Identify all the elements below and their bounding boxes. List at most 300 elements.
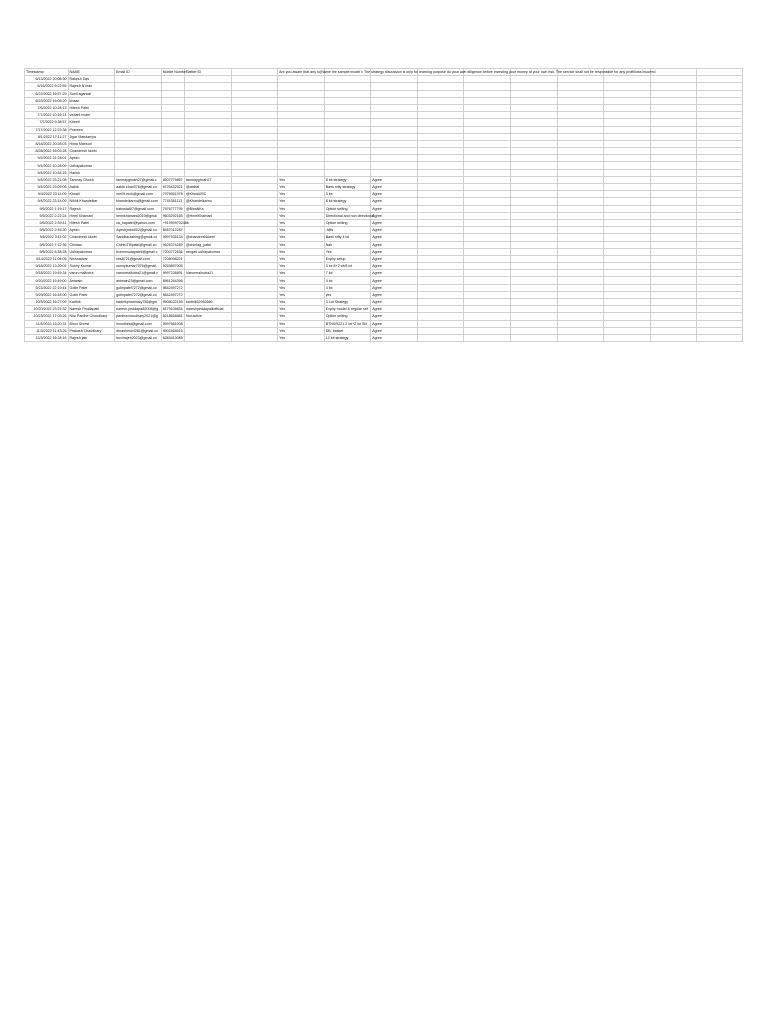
name-cell[interactable]: Ayesh — [68, 155, 115, 162]
email-cell[interactable] — [115, 133, 162, 140]
twitter-cell[interactable]: @chintag_patel — [184, 241, 231, 248]
cell[interactable] — [511, 291, 558, 298]
name-cell[interactable]: Sunil agarwal — [68, 90, 115, 97]
mobile-cell[interactable] — [161, 148, 184, 155]
agree-cell[interactable]: Agree — [371, 263, 418, 270]
twitter-cell[interactable] — [184, 133, 231, 140]
cell[interactable] — [464, 184, 511, 191]
cell[interactable] — [650, 277, 697, 284]
cell[interactable] — [604, 97, 651, 104]
cell[interactable] — [557, 191, 604, 198]
agree-cell[interactable]: Agree — [371, 299, 418, 306]
agree-cell[interactable]: Agree — [371, 277, 418, 284]
email-cell[interactable]: ChintuTt9patel@gmail.co — [115, 241, 162, 248]
cell[interactable] — [464, 248, 511, 255]
cell[interactable] — [511, 148, 558, 155]
cell[interactable] — [697, 162, 743, 169]
mobile-cell[interactable] — [161, 112, 184, 119]
cell[interactable] — [464, 119, 511, 126]
aware-cell[interactable]: Yes — [278, 234, 325, 241]
cell[interactable] — [511, 97, 558, 104]
agree-cell[interactable]: Agree — [371, 219, 418, 226]
twitter-cell[interactable] — [184, 155, 231, 162]
cell[interactable] — [557, 320, 604, 327]
cell[interactable] — [417, 205, 464, 212]
model-cell[interactable] — [324, 169, 371, 176]
cell[interactable] — [650, 212, 697, 219]
aware-cell[interactable] — [278, 148, 325, 155]
cell[interactable] — [650, 112, 697, 119]
timestamp-cell[interactable]: 9/4/2022 23:09:06 — [25, 184, 69, 191]
twitter-cell[interactable] — [184, 327, 231, 334]
cell[interactable] — [511, 327, 558, 334]
cell[interactable] — [417, 90, 464, 97]
cell[interactable] — [604, 191, 651, 198]
email-cell[interactable] — [115, 126, 162, 133]
column-header[interactable]: NAME — [68, 69, 115, 76]
twitter-cell[interactable] — [184, 334, 231, 341]
email-cell[interactable]: truvilrajeh2023@gmail.co — [115, 334, 162, 341]
twitter-cell[interactable] — [184, 162, 231, 169]
cell[interactable] — [604, 126, 651, 133]
cell[interactable] — [417, 277, 464, 284]
name-cell[interactable]: Chandresh kkebi — [68, 148, 115, 155]
cell[interactable] — [464, 241, 511, 248]
cell[interactable] — [650, 155, 697, 162]
cell[interactable] — [604, 227, 651, 234]
aware-cell[interactable]: Yes — [278, 198, 325, 205]
cell[interactable] — [511, 284, 558, 291]
aware-cell[interactable]: Yes — [278, 306, 325, 313]
cell[interactable] — [557, 162, 604, 169]
cell[interactable] — [231, 327, 278, 334]
cell[interactable] — [511, 212, 558, 219]
cell[interactable] — [697, 155, 743, 162]
mobile-cell[interactable]: 7744381113 — [161, 198, 184, 205]
email-cell[interactable]: karthikpharmacy786@gm — [115, 299, 162, 306]
cell[interactable] — [557, 198, 604, 205]
cell[interactable] — [231, 248, 278, 255]
timestamp-cell[interactable]: 11/4/2022 13:20:31 — [25, 320, 69, 327]
cell[interactable] — [650, 334, 697, 341]
email-cell[interactable] — [115, 76, 162, 83]
name-cell[interactable]: Nishnadvar — [68, 255, 115, 262]
twitter-cell[interactable] — [184, 112, 231, 119]
email-cell[interactable]: sunnykumar7976@gmail. — [115, 263, 162, 270]
aware-cell[interactable]: Yes — [278, 320, 325, 327]
cell[interactable] — [511, 140, 558, 147]
cell[interactable] — [511, 112, 558, 119]
aware-cell[interactable] — [278, 112, 325, 119]
cell[interactable] — [417, 306, 464, 313]
cell[interactable] — [604, 83, 651, 90]
model-cell[interactable]: Nak — [324, 241, 371, 248]
name-cell[interactable]: Gotin Patel — [68, 284, 115, 291]
timestamp-cell[interactable]: 9/22/2022 22:19:44 — [25, 284, 69, 291]
cell[interactable] — [650, 284, 697, 291]
cell[interactable] — [557, 327, 604, 334]
cell[interactable] — [557, 241, 604, 248]
cell[interactable] — [464, 205, 511, 212]
cell[interactable] — [697, 299, 743, 306]
cell[interactable] — [557, 90, 604, 97]
cell[interactable] — [650, 205, 697, 212]
cell[interactable] — [417, 140, 464, 147]
mobile-cell[interactable]: 9603292165 — [162, 213, 183, 218]
cell[interactable] — [557, 205, 604, 212]
twitter-cell[interactable] — [184, 140, 231, 147]
aware-cell[interactable] — [278, 119, 325, 126]
cell[interactable] — [231, 306, 278, 313]
name-cell[interactable]: Ayesh — [68, 227, 115, 234]
cell[interactable] — [697, 126, 743, 133]
mobile-cell[interactable]: 6283410085 — [162, 336, 183, 341]
email-cell[interactable] — [115, 112, 162, 119]
cell[interactable] — [417, 76, 464, 83]
cell[interactable] — [650, 184, 697, 191]
aware-cell[interactable]: Yes — [278, 334, 325, 341]
cell[interactable] — [231, 212, 278, 219]
model-cell[interactable]: Directional and non directional — [325, 213, 375, 218]
aware-cell[interactable]: Yes — [278, 291, 325, 298]
cell[interactable] — [650, 162, 697, 169]
mobile-cell[interactable]: 8218654881 — [162, 314, 183, 319]
mobile-cell[interactable] — [161, 162, 184, 169]
cell[interactable] — [650, 270, 697, 277]
aware-cell[interactable]: Yes — [278, 313, 325, 320]
cell[interactable] — [557, 133, 604, 140]
agree-cell[interactable] — [371, 90, 418, 97]
aware-cell[interactable]: Yes — [278, 299, 325, 306]
timestamp-cell[interactable]: 7/17/2022 12:23:38 — [25, 126, 69, 133]
twitter-cell[interactable] — [184, 104, 231, 111]
cell[interactable] — [231, 162, 278, 169]
cell[interactable] — [604, 90, 651, 97]
email-cell[interactable] — [115, 90, 162, 97]
name-cell[interactable]: Gotin Patel — [68, 291, 115, 298]
cell[interactable] — [650, 255, 697, 262]
cell[interactable] — [557, 277, 604, 284]
cell[interactable] — [650, 148, 697, 155]
timestamp-cell[interactable]: 7/6/2022 10:28:13 — [25, 104, 69, 111]
cell[interactable] — [650, 263, 697, 270]
email-cell[interactable]: hemikhamani2019@gmai — [115, 212, 162, 219]
model-cell[interactable] — [324, 148, 371, 155]
cell[interactable] — [417, 263, 464, 270]
cell[interactable] — [697, 205, 743, 212]
cell[interactable] — [511, 90, 558, 97]
cell[interactable] — [557, 119, 604, 126]
cell[interactable] — [417, 97, 464, 104]
agree-cell[interactable]: Agree — [371, 291, 418, 298]
cell[interactable] — [511, 320, 558, 327]
cell[interactable] — [697, 227, 743, 234]
cell[interactable] — [604, 234, 651, 241]
name-cell[interactable]: Antwain — [68, 277, 115, 284]
timestamp-cell[interactable]: 6/16/2022 6:22:55 — [25, 83, 69, 90]
cell[interactable] — [604, 212, 651, 219]
mobile-cell[interactable]: +919909702486 — [162, 221, 189, 226]
cell[interactable] — [604, 270, 651, 277]
cell[interactable] — [231, 291, 278, 298]
cell[interactable] — [650, 219, 697, 226]
timestamp-cell[interactable]: 12/3/2022 16:28:16 — [25, 334, 69, 341]
model-cell[interactable]: 4 lot — [324, 277, 371, 284]
cell[interactable] — [417, 191, 464, 198]
cell[interactable] — [417, 212, 464, 219]
aware-cell[interactable]: Yes — [278, 284, 325, 291]
cell[interactable] — [511, 277, 558, 284]
cell[interactable] — [650, 234, 697, 241]
timestamp-cell[interactable]: 10/23/2022 17:03:26 — [25, 313, 69, 320]
cell[interactable] — [604, 148, 651, 155]
cell[interactable] — [464, 299, 511, 306]
name-cell[interactable]: Karthik — [68, 299, 115, 306]
agree-cell[interactable]: Agree — [371, 270, 418, 277]
cell[interactable] — [464, 148, 511, 155]
cell[interactable] — [604, 291, 651, 298]
name-cell[interactable]: Udhayakumar — [68, 162, 115, 169]
model-cell[interactable] — [324, 126, 371, 133]
cell[interactable] — [697, 248, 743, 255]
model-cell[interactable]: DB, basket — [324, 327, 371, 334]
cell[interactable] — [417, 83, 464, 90]
agree-cell[interactable]: Agree — [371, 205, 418, 212]
column-header[interactable]: Are you aware that any tu(Name the sample model c The strategy discussion is only for learning purpose do your own diligence before investing your money at your own risk. The service shall not be responsible for any profit/loss incurred — [279, 70, 656, 75]
cell[interactable] — [697, 133, 743, 140]
cell[interactable] — [557, 313, 604, 320]
cell[interactable] — [697, 263, 743, 270]
cell[interactable] — [417, 148, 464, 155]
cell[interactable] — [417, 320, 464, 327]
name-cell[interactable]: Hitesh Patel — [68, 219, 115, 226]
cell[interactable] — [231, 255, 278, 262]
cell[interactable] — [464, 284, 511, 291]
cell[interactable] — [650, 241, 697, 248]
cell[interactable] — [604, 76, 651, 83]
mobile-cell[interactable]: 9997935134 — [162, 235, 183, 240]
cell[interactable] — [417, 327, 464, 334]
cell[interactable] — [604, 112, 651, 119]
cell[interactable] — [417, 119, 464, 126]
name-cell[interactable]: Hitesh Patel — [68, 104, 115, 111]
cell[interactable] — [604, 248, 651, 255]
mobile-cell[interactable]: 9902464616 — [162, 328, 183, 333]
mobile-cell[interactable]: 8907779867 — [162, 177, 183, 182]
agree-cell[interactable]: Agree — [371, 184, 418, 191]
cell[interactable] — [557, 306, 604, 313]
mobile-cell[interactable] — [161, 90, 184, 97]
email-cell[interactable] — [115, 162, 162, 169]
email-cell[interactable]: naresh.peddapalli2008@g — [115, 306, 162, 313]
email-cell[interactable]: gotinpatel7272@gmail.co — [115, 284, 162, 291]
mobile-cell[interactable]: 9925374289 — [162, 242, 183, 247]
cell[interactable] — [464, 162, 511, 169]
model-cell[interactable] — [324, 104, 371, 111]
twitter-cell[interactable] — [184, 320, 231, 327]
name-cell[interactable]: Sunny Kumar — [68, 263, 115, 270]
timestamp-cell[interactable]: 9/4/2022 10:28:09 — [25, 162, 69, 169]
cell[interactable] — [417, 241, 464, 248]
cell[interactable] — [604, 133, 651, 140]
aware-cell[interactable]: Yes — [278, 241, 325, 248]
cell[interactable] — [604, 306, 651, 313]
cell[interactable] — [650, 126, 697, 133]
agree-cell[interactable] — [371, 133, 418, 140]
cell[interactable] — [464, 313, 511, 320]
cell[interactable] — [464, 227, 511, 234]
cell[interactable] — [604, 320, 651, 327]
agree-cell[interactable]: Agree — [371, 327, 418, 334]
cell[interactable] — [231, 104, 278, 111]
cell[interactable] — [557, 212, 604, 219]
cell[interactable] — [557, 169, 604, 176]
cell[interactable] — [697, 284, 743, 291]
cell[interactable] — [557, 112, 604, 119]
cell[interactable] — [464, 327, 511, 334]
email-cell[interactable]: dbrashesh4281@gmail.co — [115, 327, 162, 334]
mobile-cell[interactable]: 9725432521 — [162, 185, 183, 190]
name-cell[interactable]: Nitu Pardhe Choudhary — [68, 313, 115, 320]
cell[interactable] — [464, 176, 511, 183]
cell[interactable] — [231, 176, 278, 183]
mobile-cell[interactable]: 7976777795 — [162, 206, 183, 211]
model-cell[interactable]: 3 Lot Strategy — [324, 299, 371, 306]
mobile-cell[interactable]: 8961244396 — [162, 278, 183, 283]
agree-cell[interactable]: Agree — [371, 313, 418, 320]
aware-cell[interactable]: Yes — [278, 176, 325, 183]
cell[interactable] — [557, 284, 604, 291]
cell[interactable] — [697, 119, 743, 126]
cell[interactable] — [650, 133, 697, 140]
cell[interactable] — [231, 219, 278, 226]
cell[interactable] — [511, 313, 558, 320]
timestamp-cell[interactable]: 7/7/2022 10:16:14 — [25, 112, 69, 119]
timestamp-cell[interactable]: 6/22/2022 16:57:29 — [25, 90, 69, 97]
name-cell[interactable]: Chintan — [68, 241, 115, 248]
cell[interactable] — [464, 277, 511, 284]
model-cell[interactable] — [324, 83, 371, 90]
email-cell[interactable] — [115, 97, 162, 104]
agree-cell[interactable]: Agree — [371, 334, 418, 341]
cell[interactable] — [557, 291, 604, 298]
cell[interactable] — [231, 184, 278, 191]
mobile-cell[interactable]: 7200772636 — [162, 249, 183, 254]
cell[interactable] — [464, 155, 511, 162]
cell[interactable] — [417, 334, 464, 341]
timestamp-cell[interactable]: 7/7/2022 9:38:57 — [25, 119, 69, 126]
twitter-cell[interactable] — [184, 219, 231, 226]
twitter-cell[interactable] — [184, 263, 231, 270]
aware-cell[interactable] — [278, 162, 325, 169]
cell[interactable] — [417, 313, 464, 320]
model-cell[interactable]: Bank nifty strategy — [324, 184, 371, 191]
cell[interactable] — [231, 191, 278, 198]
cell[interactable] — [604, 104, 651, 111]
model-cell[interactable] — [324, 119, 371, 126]
mobile-cell[interactable] — [161, 140, 184, 147]
cell[interactable] — [697, 83, 743, 90]
twitter-cell[interactable]: nareshpeddapalliofficial — [184, 306, 231, 313]
timestamp-cell[interactable]: 9/18/2022 13:20:02 — [25, 263, 69, 270]
cell[interactable] — [650, 104, 697, 111]
cell[interactable] — [511, 191, 558, 198]
timestamp-cell[interactable]: 9/4/2022 23:21:08 — [25, 176, 69, 183]
email-cell[interactable] — [115, 155, 162, 162]
mobile-cell[interactable]: 7208098221 — [162, 256, 183, 261]
cell[interactable] — [604, 299, 651, 306]
name-cell[interactable]: vedant motel — [68, 112, 115, 119]
mobile-cell[interactable]: 9997681008 — [162, 321, 183, 326]
cell[interactable] — [511, 334, 558, 341]
email-cell[interactable]: khandelkarnu@gmail.com — [115, 198, 162, 205]
email-cell[interactable]: tanmayghosh27@gmail.c — [115, 176, 162, 183]
cell[interactable] — [511, 133, 558, 140]
model-cell[interactable]: 3 lot — [324, 191, 371, 198]
cell[interactable] — [650, 248, 697, 255]
cell[interactable] — [231, 284, 278, 291]
cell[interactable] — [231, 148, 278, 155]
name-cell[interactable]: Tanmay Ghosh — [68, 176, 115, 183]
cell[interactable] — [511, 219, 558, 226]
mobile-cell[interactable] — [161, 126, 184, 133]
aware-cell[interactable] — [278, 126, 325, 133]
cell[interactable] — [604, 255, 651, 262]
cell[interactable] — [650, 191, 697, 198]
cell[interactable] — [511, 241, 558, 248]
cell[interactable] — [231, 133, 278, 140]
aware-cell[interactable]: Yes — [278, 191, 325, 198]
cell[interactable] — [650, 313, 697, 320]
timestamp-cell[interactable]: 9/18/2022 19:49:34 — [25, 270, 69, 277]
cell[interactable] — [557, 248, 604, 255]
name-cell[interactable]: Hemi Khamani — [68, 212, 115, 219]
cell[interactable] — [417, 270, 464, 277]
timestamp-cell[interactable]: 6/23/2022 16:05:20 — [25, 97, 69, 104]
cell[interactable] — [464, 112, 511, 119]
twitter-cell[interactable]: @Khandelkarnu — [184, 198, 231, 205]
timestamp-cell[interactable]: 9/4/2022 23:11:09 — [25, 191, 69, 198]
aware-cell[interactable]: Yes — [278, 205, 325, 212]
mobile-cell[interactable] — [161, 119, 184, 126]
twitter-cell[interactable]: karthik52982666 — [184, 299, 231, 306]
name-cell[interactable]: Rajesh — [68, 205, 115, 212]
cell[interactable] — [697, 234, 743, 241]
model-cell[interactable]: 8 lot strategy — [324, 176, 371, 183]
cell[interactable] — [697, 140, 743, 147]
cell[interactable] — [417, 299, 464, 306]
model-cell[interactable]: 8 lot strategy — [324, 198, 371, 205]
cell[interactable] — [650, 306, 697, 313]
email-cell[interactable] — [115, 148, 162, 155]
twitter-cell[interactable] — [184, 126, 231, 133]
cell[interactable] — [697, 148, 743, 155]
cell[interactable] — [650, 97, 697, 104]
cell[interactable] — [231, 320, 278, 327]
mobile-cell[interactable] — [161, 104, 184, 111]
name-cell[interactable]: Chandresh kkebi — [68, 234, 115, 241]
mobile-cell[interactable] — [161, 97, 184, 104]
cell[interactable] — [464, 198, 511, 205]
mobile-cell[interactable] — [161, 169, 184, 176]
name-cell[interactable]: Hima Maesuri — [68, 140, 115, 147]
cell[interactable] — [557, 334, 604, 341]
cell[interactable] — [464, 320, 511, 327]
aware-cell[interactable] — [278, 133, 325, 140]
email-cell[interactable] — [115, 169, 162, 176]
twitter-cell[interactable]: @chandreshkkebi — [184, 234, 231, 241]
cell[interactable] — [697, 320, 743, 327]
